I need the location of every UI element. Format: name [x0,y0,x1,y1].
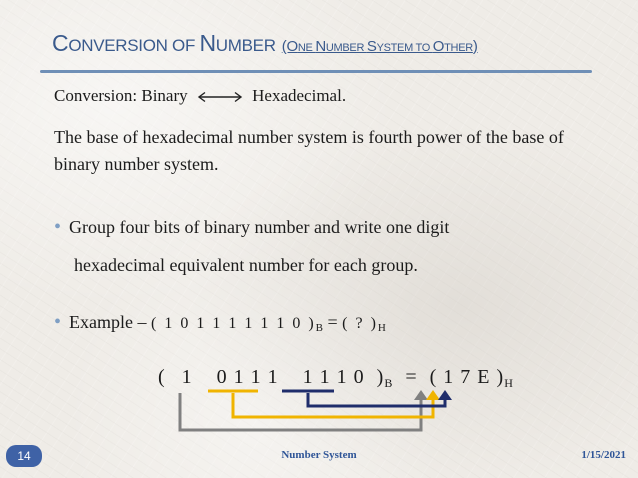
subtitle-ystem-to: YSTEM TO [376,42,433,54]
eq-group-1: 1 [181,366,193,388]
title-cap-n: N [199,30,216,56]
subtitle-ther: THER [444,42,473,54]
example-binary-number: ( 1 0 1 1 1 1 1 1 0 ) [151,315,316,332]
subtitle-ne: NE [297,42,316,54]
example-unknown: ( ? ) [342,315,378,332]
example-base-b: B [315,322,323,334]
subtitle-close: ) [472,38,478,55]
eq-open-paren: ( [158,366,166,388]
example-equals: = [327,312,338,332]
page-number-badge: 14 [6,445,42,467]
example-prefix: Example – [69,312,147,332]
group-3-arrowhead-icon [438,390,452,400]
eq-group-2: 0 1 1 1 [216,366,279,388]
group-1-connector [180,393,421,430]
bullet-dot-icon: • [54,311,62,333]
subtitle-cap-s: S [366,38,377,55]
eq-base-b: B [384,376,394,390]
eq-group-3: 1 1 1 0 [302,366,365,388]
title-text-onversion: ONVERSION OF [68,36,200,55]
group-2-arrowhead-icon [426,390,440,400]
conversion-left-label: Conversion: Binary [54,86,188,105]
bullet-dot-icon: • [54,216,62,238]
title-text-umber: UMBER [215,36,276,55]
eq-close-paren: ) [376,366,385,388]
title-cap-c: C [52,30,69,56]
subtitle-cap-n: N [315,38,326,55]
base-paragraph: The base of hexadecimal number system is fourth power of the base of binary number system. [54,127,564,174]
conversion-right-label: Hexadecimal. [252,86,347,105]
bullet-1-line-1: Group four bits of binary number and write one digit [69,217,450,237]
eq-base-h: H [504,376,514,390]
eq-result: ( 1 7 E ) [429,366,505,388]
footer-title: Number System [281,449,357,461]
bullet-1-line-2: hexadecimal equivalent number for each group. [74,255,418,275]
subtitle-umber: UMBER [325,42,367,54]
footer-date: 1/15/2021 [581,449,626,461]
group-1-arrowhead-icon [414,390,428,400]
example-base-h: H [377,322,386,334]
eq-equals: = [405,366,418,388]
subtitle-cap-o: O [432,38,445,55]
subtitle-open: (O [281,38,298,55]
